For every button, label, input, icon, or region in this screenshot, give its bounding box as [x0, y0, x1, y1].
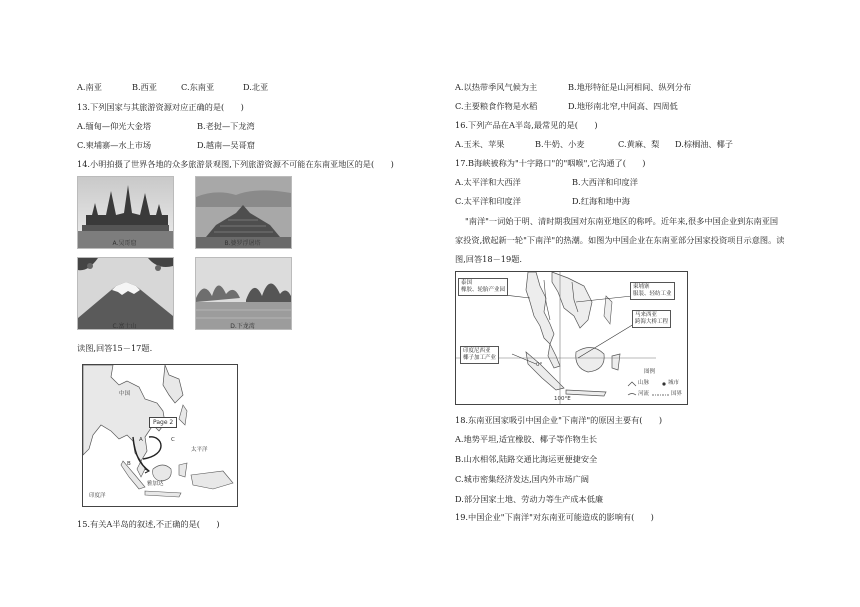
q13-option-c: C.柬埔寨—水上市场 [77, 140, 152, 150]
mount-fuji-image [78, 258, 173, 329]
q19-stem: 19.中国企业"下南洋"对东南亚可能造成的影响有( ) [455, 512, 654, 522]
photo-b-caption: B.婆罗浮屠塔 [224, 240, 261, 247]
map1-label-c: C [171, 437, 175, 443]
borobudur-image [196, 177, 291, 248]
q12-option-d: D.北亚 [243, 82, 269, 92]
q18-option-c: C.城市密集经济发达,国内外市场广阔 [455, 474, 589, 484]
q17-option-d: D.红海和地中海 [572, 196, 630, 206]
indonesia-project: 椰子加工产业 [463, 355, 497, 361]
q13-option-a: A.缅甸—仰光大金塔 [77, 121, 152, 131]
q18-stem: 18.东南亚国家吸引中国企业"下南洋"的原因主要有( ) [455, 415, 663, 425]
photo-ha-long-bay [195, 257, 292, 330]
q15-option-a: A.以热带季风气候为主 [455, 82, 538, 92]
q15-option-c: C.主要粮食作物是水稻 [455, 101, 538, 111]
cambodia-project: 服装、轻纺工业 [633, 291, 672, 297]
photo-a-caption: A.吴哥窟 [112, 240, 137, 247]
q16-option-c: C.黄麻、梨 [618, 139, 660, 149]
map1-label-page: Page 2 [149, 417, 177, 428]
q15-option-b: B.地形特征是山河相间、纵列分布 [568, 82, 692, 92]
map1-label-china: 中国 [119, 391, 131, 397]
q13-option-b: B.老挝—下龙湾 [197, 121, 255, 131]
q17-option-b: B.大西洋和印度洋 [572, 177, 638, 187]
q17-option-a: A.太平洋和大西洋 [455, 177, 521, 187]
cambodia-name: 柬埔寨 [633, 284, 650, 290]
legend-title: 图例 [644, 369, 656, 375]
photo-c-caption: C.富士山 [112, 323, 137, 330]
photo-angkor-wat [77, 176, 174, 249]
investment-projects-map [455, 271, 688, 405]
q18-option-a: A.地势平坦,适宜橡胶、椰子等作物生长 [455, 434, 598, 444]
southeast-asia-map [82, 364, 238, 507]
q12-option-a: A.南亚 [77, 82, 102, 92]
q15-option-d: D.地形南北窄,中间高、四周低 [568, 101, 678, 111]
legend-city: 城市 [668, 380, 680, 386]
passage-line-3: 图,回答18－19题. [455, 254, 522, 264]
map1-label-indian: 印度洋 [89, 493, 106, 499]
q17-option-c: C.太平洋和印度洋 [455, 196, 521, 206]
photo-mount-fuji [77, 257, 174, 330]
indonesia-name: 印度尼西亚 [463, 348, 491, 354]
q16-option-b: B.牛奶、小麦 [535, 139, 585, 149]
q18-option-b: B.山水相邻,陆路交通比海运更便捷安全 [455, 454, 598, 464]
q16-option-d: D.棕榈油、椰子 [675, 139, 733, 149]
q18-option-d: D.部分国家土地、劳动力等生产成本低廉 [455, 494, 604, 504]
map1-label-a: A [139, 437, 143, 443]
q13-option-d: D.越南—吴哥窟 [197, 140, 255, 150]
indonesia-project-box [460, 346, 499, 364]
ha-long-bay-image [196, 258, 291, 329]
passage-line-2: 家投资,掀起新一轮"下南洋"的热潮。如图为中国企业在东南亚部分国家投资项目示意图。读 [455, 235, 785, 245]
passage-line-1: "南洋"一词始于明、清时期我国对东南亚地区的称呼。近年来,很多中国企业到东南亚国 [465, 216, 779, 226]
photo-d-caption: D.下龙湾 [230, 323, 255, 330]
q17-stem: 17.B海峡被称为"十字路口"的"咽喉",它沟通了( ) [455, 158, 646, 168]
q13-stem: 13.下列国家与其旅游资源对应正确的是( ) [77, 102, 244, 112]
malaysia-project-box [632, 310, 671, 328]
photo-borobudur [195, 176, 292, 249]
q14-stem: 14.小明拍摄了世界各地的众多旅游景观图,下列旅游资源不可能在东南亚地区的是( ) [77, 159, 394, 169]
thailand-name: 泰国 [461, 280, 473, 286]
cambodia-project-box [630, 282, 675, 300]
lat-0-label: 0° [536, 362, 543, 368]
q15-stem: 15.有关A半岛的叙述,不正确的是( ) [77, 519, 220, 529]
map1-intro: 读图,回答15－17题. [77, 343, 153, 353]
legend-border: 国界 [671, 391, 683, 397]
malaysia-project: 跨海大桥工程 [635, 319, 669, 325]
legend-mountain: 山脉 [638, 380, 650, 386]
thailand-project: 橡胶、轮胎产业园 [461, 287, 506, 293]
q12-option-c: C.东南亚 [181, 82, 215, 92]
map1-label-jakarta: 雅加达 [147, 481, 164, 487]
angkor-wat-image [78, 177, 173, 248]
map1-label-pacific: 太平洋 [191, 447, 208, 453]
malaysia-name: 马来西亚 [635, 312, 658, 318]
lon-100e-label: 100°E [554, 396, 571, 402]
q16-option-a: A.玉米、苹果 [455, 139, 505, 149]
q12-option-b: B.西亚 [132, 82, 157, 92]
legend-river: 河流 [638, 391, 650, 397]
q16-stem: 16.下列产品在A半岛,最常见的是( ) [455, 120, 598, 130]
map1-label-b: B [127, 461, 131, 467]
thailand-project-box [458, 278, 508, 296]
